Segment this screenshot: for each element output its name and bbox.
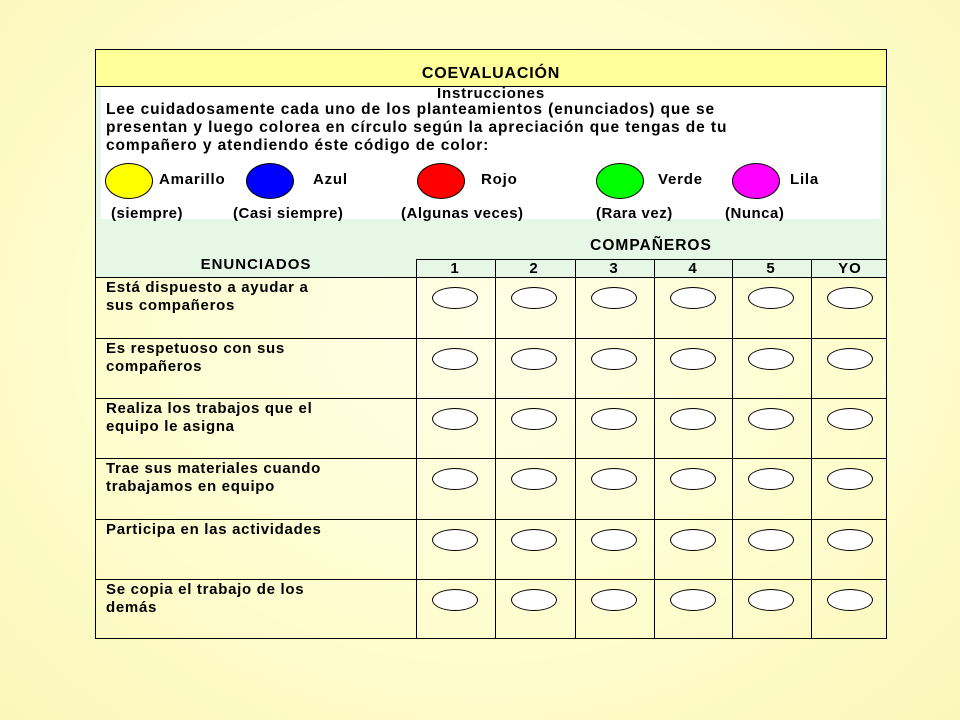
rating-circle[interactable] — [591, 408, 637, 430]
column-header-4: 4 — [688, 260, 698, 277]
peers-header: COMPAÑEROS — [590, 237, 712, 254]
rating-circle[interactable] — [748, 529, 794, 551]
rating-circle[interactable] — [827, 589, 873, 611]
column-header-2: 2 — [529, 260, 539, 277]
rating-circle[interactable] — [670, 589, 716, 611]
legend-dot-verde — [596, 163, 644, 199]
rating-circle[interactable] — [511, 468, 557, 490]
rating-circle[interactable] — [748, 287, 794, 309]
rating-circle[interactable] — [432, 589, 478, 611]
rating-circle[interactable] — [670, 348, 716, 370]
legend-label-rojo: Rojo — [481, 171, 518, 188]
rating-circle[interactable] — [670, 408, 716, 430]
column-header-6: YO — [838, 260, 862, 277]
statement-line-1: Realiza los trabajos que el — [106, 400, 313, 417]
rating-circle[interactable] — [591, 287, 637, 309]
column-divider — [732, 259, 733, 639]
rating-circle[interactable] — [748, 589, 794, 611]
rating-circle[interactable] — [432, 287, 478, 309]
legend-dot-rojo — [417, 163, 465, 199]
statement-line-1: Se copia el trabajo de los — [106, 581, 305, 598]
row-divider — [95, 277, 887, 278]
instructions-title: Instrucciones — [437, 85, 545, 102]
column-divider — [575, 259, 576, 639]
rating-circle[interactable] — [670, 529, 716, 551]
legend-desc-rojo: (Algunas veces) — [401, 205, 524, 222]
rating-circle[interactable] — [511, 529, 557, 551]
row-divider — [95, 579, 887, 580]
instructions-line-3: compañero y atendiendo éste código de color: — [106, 137, 490, 154]
statement-line-2: compañeros — [106, 358, 203, 375]
row-divider — [95, 458, 887, 459]
rating-circle[interactable] — [827, 348, 873, 370]
column-divider — [811, 259, 812, 639]
column-header-3: 3 — [609, 260, 619, 277]
rating-circle[interactable] — [511, 589, 557, 611]
row-divider — [95, 398, 887, 399]
rating-circle[interactable] — [432, 408, 478, 430]
rating-circle[interactable] — [748, 348, 794, 370]
legend-desc-azul: (Casi siempre) — [233, 205, 344, 222]
column-header-1: 1 — [450, 260, 460, 277]
statement-line-1: Participa en las actividades — [106, 521, 322, 538]
rating-circle[interactable] — [827, 287, 873, 309]
row-divider — [95, 338, 887, 339]
row-divider — [95, 519, 887, 520]
column-divider — [416, 259, 417, 639]
instructions-line-2: presentan y luego colorea en círculo según la apreciación que tengas de tu — [106, 119, 728, 136]
rating-circle[interactable] — [748, 468, 794, 490]
statement-line-1: Está dispuesto a ayudar a — [106, 279, 309, 296]
legend-label-amarillo: Amarillo — [159, 171, 226, 188]
legend-desc-lila: (Nunca) — [725, 205, 785, 222]
legend-dot-amarillo — [105, 163, 153, 199]
legend-label-verde: Verde — [658, 171, 703, 188]
statement-line-2: equipo le asigna — [106, 418, 235, 435]
rating-circle[interactable] — [827, 468, 873, 490]
rating-circle[interactable] — [827, 408, 873, 430]
statement-line-2: sus compañeros — [106, 297, 236, 314]
rating-circle[interactable] — [511, 287, 557, 309]
legend-label-lila: Lila — [790, 171, 820, 188]
instructions-line-1: Lee cuidadosamente cada uno de los planteamientos (enunciados) que se — [106, 101, 716, 118]
legend-desc-amarillo: (siempre) — [111, 205, 184, 222]
rating-circle[interactable] — [511, 408, 557, 430]
rating-circle[interactable] — [670, 287, 716, 309]
column-header-5: 5 — [766, 260, 776, 277]
rating-circle[interactable] — [591, 348, 637, 370]
statement-line-2: trabajamos en equipo — [106, 478, 276, 495]
rating-circle[interactable] — [511, 348, 557, 370]
rating-circle[interactable] — [591, 589, 637, 611]
column-divider — [495, 259, 496, 639]
statement-line-2: demás — [106, 599, 158, 616]
rating-circle[interactable] — [432, 529, 478, 551]
legend-label-azul: Azul — [313, 171, 348, 188]
legend-desc-verde: (Rara vez) — [596, 205, 673, 222]
column-divider — [654, 259, 655, 639]
rating-circle[interactable] — [827, 529, 873, 551]
statements-header: ENUNCIADOS — [200, 256, 312, 273]
legend-dot-lila — [732, 163, 780, 199]
rating-circle[interactable] — [591, 468, 637, 490]
legend-dot-azul — [246, 163, 294, 199]
form-title-text: COEVALUACIÓN — [421, 65, 561, 82]
rating-circle[interactable] — [748, 408, 794, 430]
form-title — [95, 49, 887, 87]
statement-line-1: Trae sus materiales cuando — [106, 460, 321, 477]
statement-line-1: Es respetuoso con sus — [106, 340, 285, 357]
rating-circle[interactable] — [432, 348, 478, 370]
rating-circle[interactable] — [670, 468, 716, 490]
rating-circle[interactable] — [432, 468, 478, 490]
rating-circle[interactable] — [591, 529, 637, 551]
